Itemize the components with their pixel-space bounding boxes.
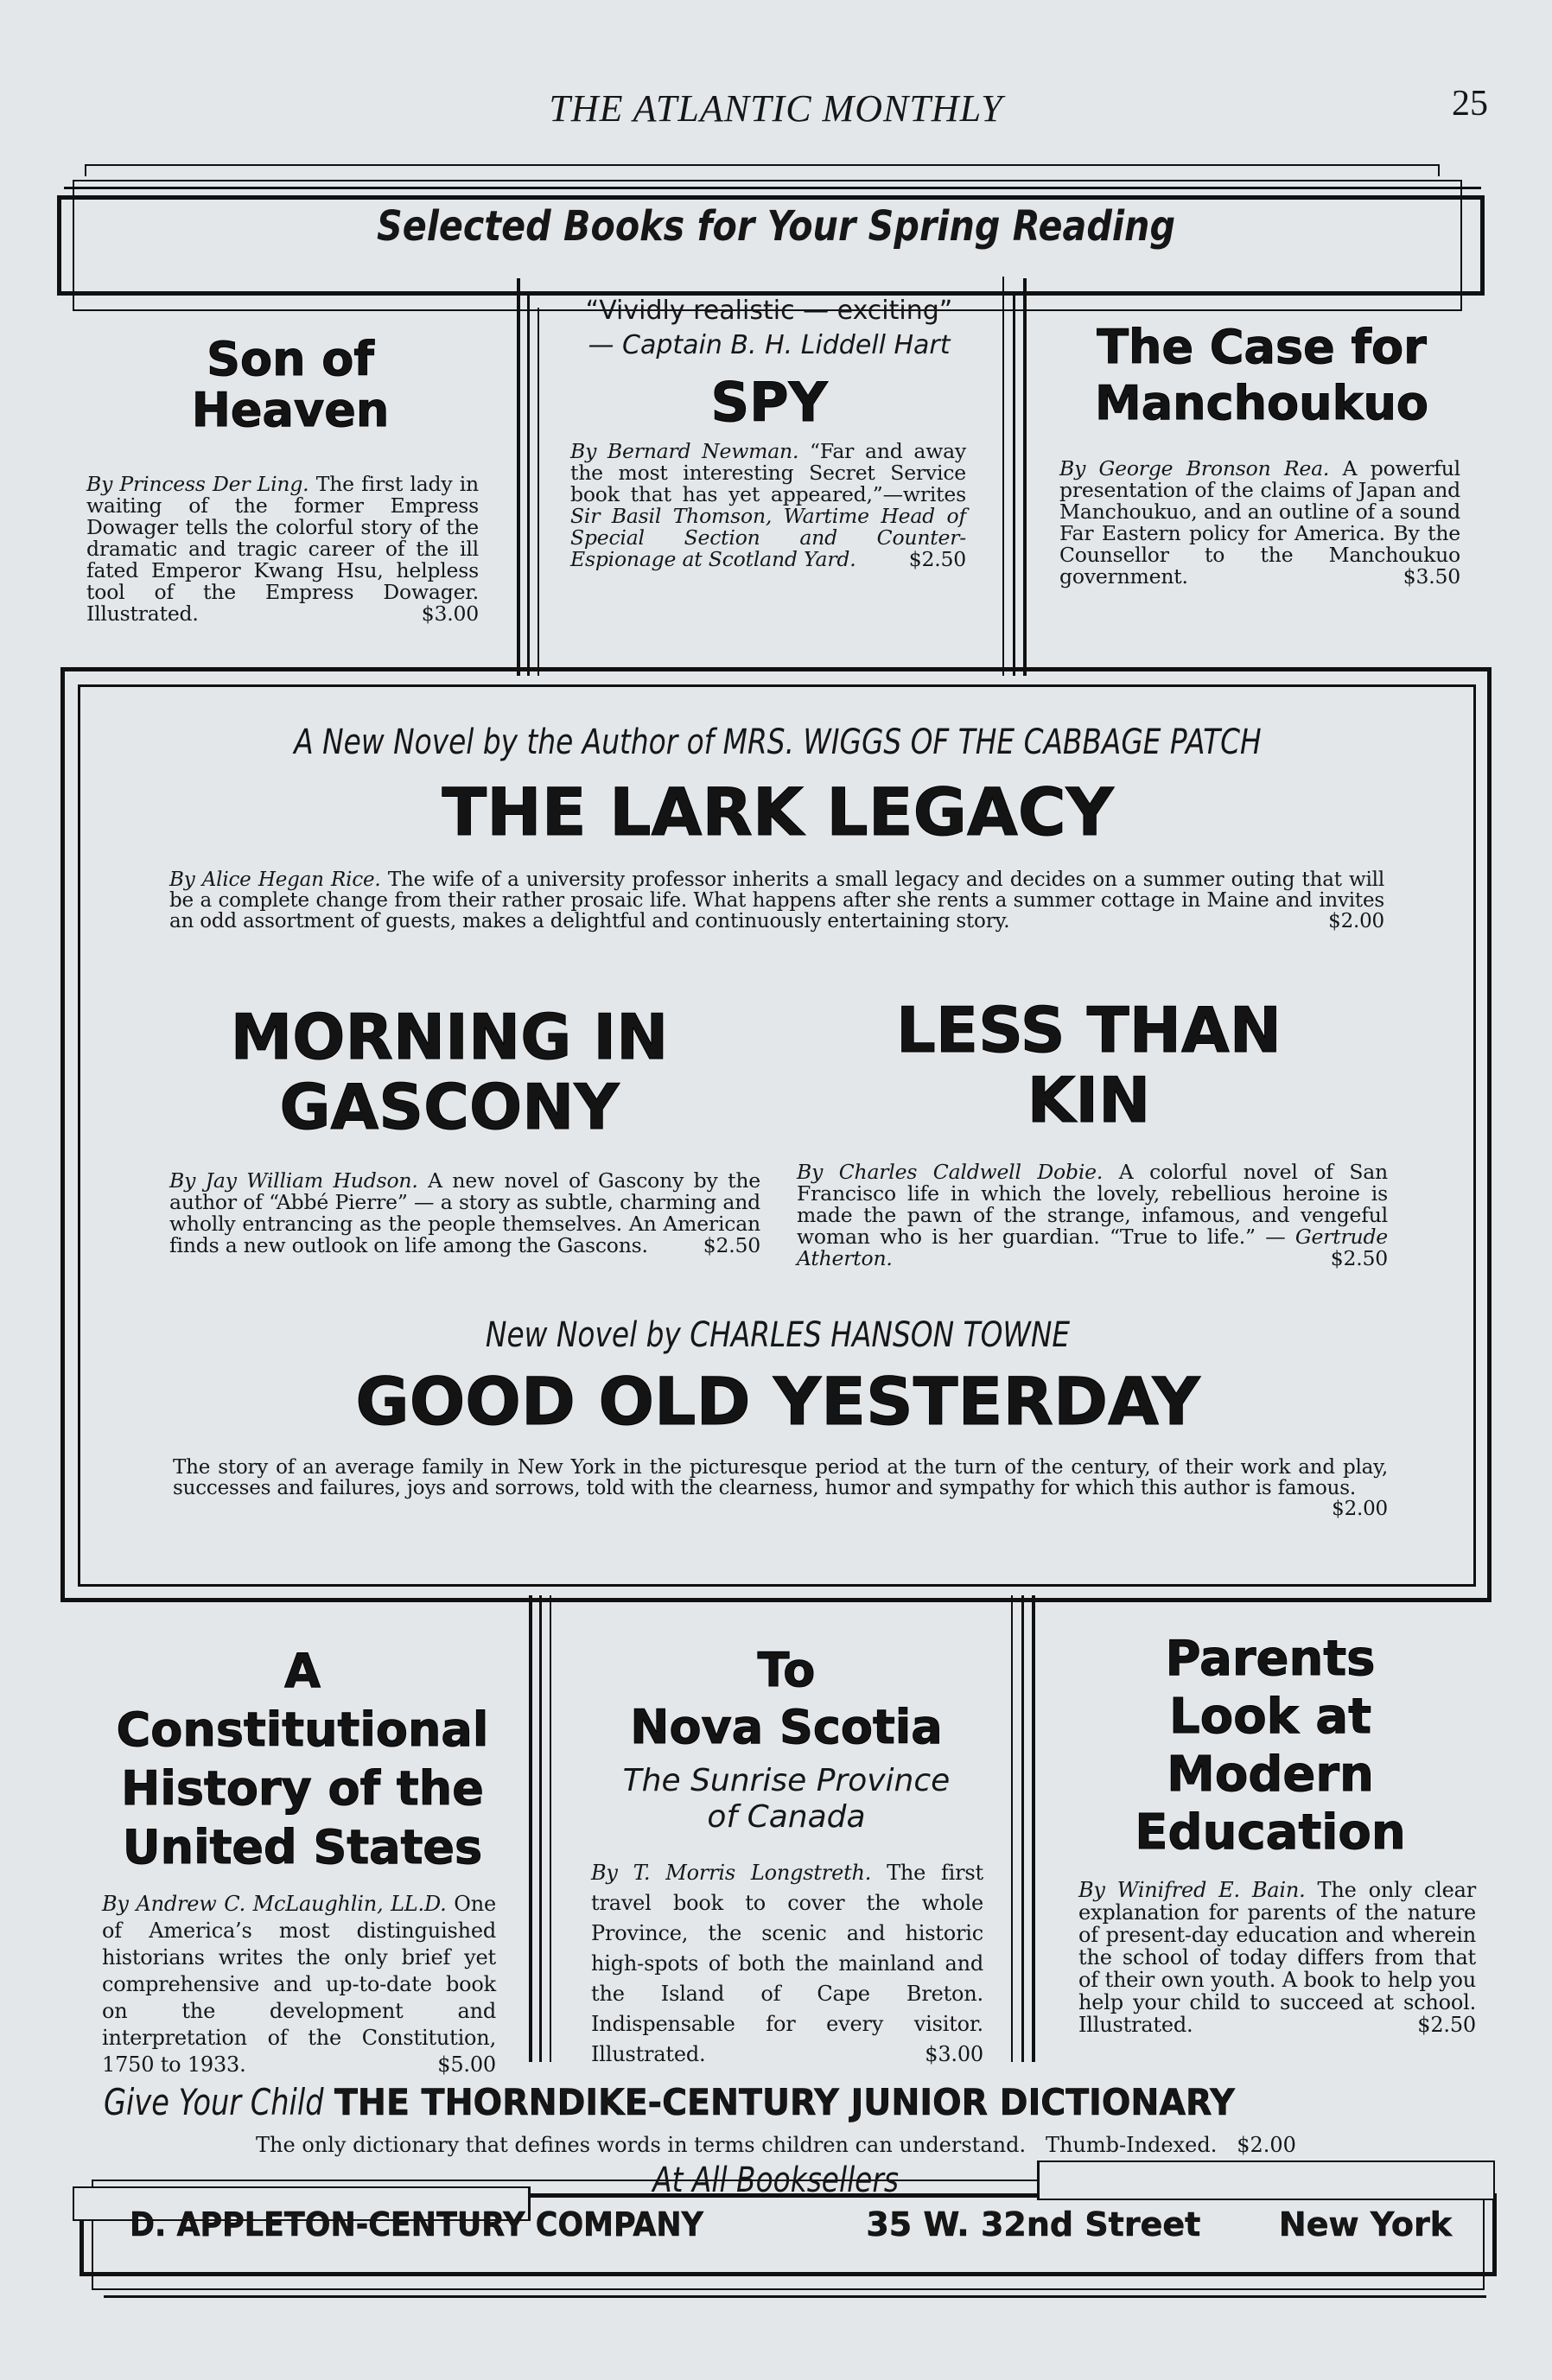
book-description: The story of an average family in New York in the picturesque period at the turn of the century, of their work and play, successes and failures, joys and sorrows, told with the clearness, humor and sympathy for which this author is famous. — [173, 1456, 1388, 1499]
booksellers-line — [0, 2160, 1552, 2200]
book-price: $3.00 — [421, 601, 479, 626]
book-author: By Bernard Newman. — [570, 439, 799, 463]
book-description: The only clear explanation for parents of the nature of present-day education and wherein the school of today differs from that of their own youth. A book to help you help your child to succeed at school. Illustrated. — [1078, 1878, 1477, 2037]
book-title: History of the — [121, 1761, 484, 1816]
publisher-line — [130, 2205, 1452, 2243]
book-price: $3.50 — [1403, 564, 1460, 589]
book-title: Son of — [207, 332, 374, 386]
book-quote-attribution: — Captain B. H. Liddell Hart — [588, 330, 951, 360]
book-author: By Andrew C. McLaughlin, LL.D. — [102, 1892, 447, 1916]
dictionary-lead: Give Your Child — [104, 2081, 324, 2123]
book-title: A — [284, 1644, 321, 1698]
booksellers-text: At All Booksellers — [652, 2160, 900, 2200]
book-title: GASCONY — [279, 1070, 620, 1143]
page-number: 25 — [1452, 84, 1488, 124]
book-description: The first lady in waiting of the former Empress Dowager tells the colorful story of the dramatic and tragic career of the ill fated Emperor Kwang Hsu, helpless tool of the Empress Dowager. Illustrated. — [86, 472, 479, 626]
book-price: $2.50 — [1330, 1246, 1388, 1270]
book-description: The wife of a university professor inherits a small legacy and decides on a summer outing that will be a complete change from their rather prosaic life. What happens after she rents a summer cottage in Maine and invites an odd assortment of guests, makes a delightful and continuously entertaining story. — [169, 869, 1384, 932]
book-title: Look at — [1169, 1689, 1371, 1745]
book-description-italic: Sir Basil Thomson, Wartime Head of Special Section and Counter-Espionage at Scotland Yard. — [570, 504, 966, 571]
book-description-italic: Gertrude Atherton. — [797, 1225, 1388, 1270]
book-title: Nova Scotia — [630, 1700, 943, 1754]
book-title: KIN — [1027, 1063, 1151, 1136]
publisher-city: New York — [1278, 2205, 1452, 2243]
dictionary-tagline: The only dictionary that defines words in terms children can understand. Thumb-Indexed. $2.00 — [256, 2133, 1296, 2157]
book-title: MORNING IN — [230, 1001, 669, 1073]
book-author: By Charles Caldwell Dobie. — [797, 1160, 1104, 1184]
book-author: By Jay William Hudson. — [169, 1168, 418, 1193]
book-price: $2.00 — [1328, 910, 1384, 932]
book-title: Heaven — [191, 383, 390, 438]
book-author: By Winifred E. Bain. — [1078, 1878, 1306, 1902]
book-title: Constitutional — [116, 1702, 489, 1757]
banner-title: Selected Books for Your Spring Reading — [377, 202, 1175, 251]
book-description: A colorful novel of San Francisco life in which the lovely, rebellious heroine is made the pawn of the strange, infamous, and vengeful woman who is her guardian. “True to life.” — — [797, 1160, 1388, 1249]
book-description: The first travel book to cover the whole Province, the scenic and historic high-spots of both the mainland and the Island of Cape Breton. Indispensable for every visitor. Illustrated. — [591, 1861, 983, 2066]
book-title: Modern — [1167, 1747, 1374, 1803]
running-head: THE ATLANTIC MONTHLY — [549, 87, 1003, 130]
book-price: $3.00 — [925, 2042, 983, 2066]
book-title: United States — [122, 1820, 483, 1874]
book-price: $5.00 — [437, 2052, 496, 2077]
book-author: By George Bronson Rea. — [1059, 456, 1330, 480]
book-title: GOOD OLD YESTERDAY — [355, 1363, 1200, 1440]
book-title: To — [757, 1643, 816, 1697]
book-price: $2.50 — [703, 1233, 760, 1257]
book-author: By T. Morris Longstreth. — [591, 1861, 872, 1885]
book-title: THE LARK LEGACY — [442, 773, 1114, 850]
book-kicker: A New Novel by the Author of MRS. WIGGS OF THE CABBAGE PATCH — [294, 722, 1262, 762]
book-title: Manchoukuo — [1094, 375, 1429, 430]
publisher-name: D. APPLETON-CENTURY COMPANY — [130, 2205, 704, 2243]
dictionary-title: THE THORNDIKE-CENTURY JUNIOR DICTIONARY — [334, 2081, 1236, 2123]
book-description: One of America’s most distinguished historians writes the only brief yet comprehensive and up-to-date book on the development and interpretation of the Constitution, 1750 to 1933. — [102, 1892, 496, 2077]
book-price: $2.50 — [1417, 2013, 1476, 2037]
publisher-address: 35 W. 32nd Street — [866, 2205, 1201, 2243]
book-description: “Far and away the most interesting Secret Service book that has yet appeared,”—writes — [570, 439, 966, 506]
book-author: By Princess Der Ling. — [86, 472, 309, 496]
book-description: A new novel of Gascony by the author of “Abbé Pierre” — a story as subtle, charming and wholly entrancing as the people themselves. An American finds a new outlook on life among the Gascons. — [169, 1168, 760, 1257]
book-price: $2.00 — [1332, 1498, 1388, 1520]
book-title: SPY — [710, 371, 828, 434]
book-description: A powerful presentation of the claims of Japan and Manchoukuo, and an outline of a sound Far Eastern policy for America. By the Counsellor to the Manchoukuo government. — [1059, 456, 1460, 589]
book-kicker: New Novel by CHARLES HANSON TOWNE — [485, 1315, 1071, 1355]
book-title: Parents — [1165, 1631, 1376, 1687]
book-subtitle: of Canada — [707, 1799, 866, 1835]
book-title: LESS THAN — [896, 994, 1282, 1066]
book-title: The Case for — [1097, 320, 1427, 374]
book-title: Education — [1135, 1804, 1406, 1861]
book-author: By Alice Hegan Rice. — [169, 869, 381, 891]
book-subtitle: The Sunrise Province — [622, 1763, 951, 1798]
book-quote: “Vividly realistic — exciting” — [585, 296, 953, 326]
book-price: $2.50 — [908, 547, 966, 571]
